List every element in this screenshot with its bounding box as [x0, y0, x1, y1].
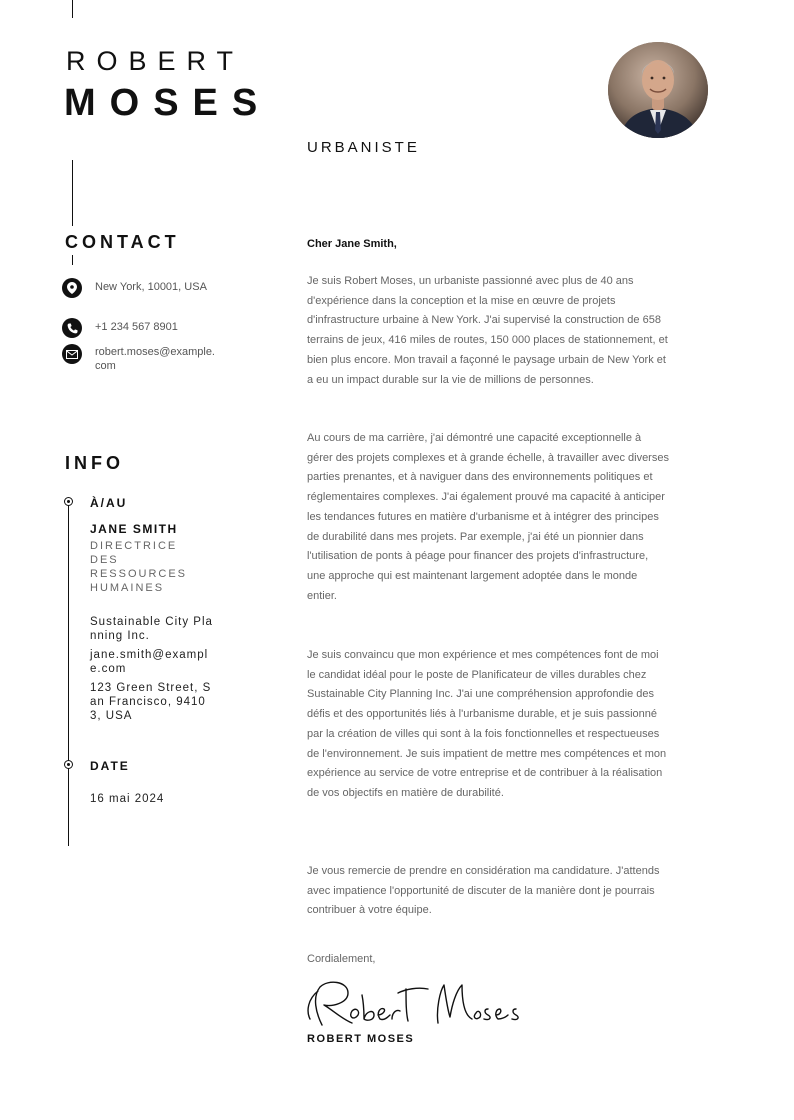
letter-paragraph: Au cours de ma carrière, j'ai démontré une capacité exceptionnelle à gérer des projets complexes et à grande échelle, à travailler avec diverses parties prenantes, et à naviguer dans des environnements politiques et réglementaires complexes. J'ai également prouvé ma capacité à anticiper les tendances futures en matière d'urbanisme et à intégrer des principes de durabilité dans mes projets. Par exemple, j'ai été un pionnier dans l'utilisation de ponts à péage pour financer des projets d'infrastructure, une approche qui est maintenant largement adoptée dans le monde entier.	[307, 432, 669, 602]
letter-paragraph: Je vous remercie de prendre en considération ma candidature. J'attends avec impatience l'opportunité de discuter de la manière dont je pourrais contribuer à votre équipe.	[307, 865, 660, 917]
recipient-name: JANE SMITH	[90, 522, 178, 536]
contact-location-text: New York, 10001, USA	[95, 281, 207, 293]
phone-icon	[62, 318, 82, 338]
first-name: ROBERT	[66, 46, 245, 76]
letter-paragraph: Je suis convaincu que mon expérience et mes compétences font de moi le candidat idéal pour le poste de Planificateur de villes durables chez Sustainable City Planning Inc. J'ai une compréhension approfondie des défis et des opportunités liés à l'urbanisme durable, et je suis passionné par la création de villes qui sont à la fois fonctionnelles et respectueuses de l'environnement. Je suis impatient de mettre mes compétences et mon expérience au service de votre entreprise et de contribuer à la réalisation de vos objectifs en matière de durabilité.	[307, 649, 667, 799]
email-icon	[62, 344, 82, 364]
contact-divider-tick	[72, 255, 73, 265]
location-pin-icon	[62, 278, 82, 298]
recipient-role: DIRECTRICE DES RESSOURCES HUMAINES	[90, 540, 188, 594]
contact-item-location	[62, 278, 215, 298]
contact-divider-line	[72, 160, 73, 226]
last-name: MOSES	[64, 82, 272, 124]
contact-item-phone	[62, 318, 215, 338]
job-title: URBANISTE	[307, 139, 420, 156]
info-timeline-line	[68, 498, 69, 846]
handwritten-signature	[302, 975, 537, 1038]
info-section-title: INFO	[65, 453, 124, 473]
recipient-email: jane.smith@example.com	[90, 649, 209, 675]
contact-item-email	[62, 344, 215, 373]
recipient-label: À/AU	[90, 496, 128, 510]
recipient-company: Sustainable City Planning Inc.	[90, 616, 213, 642]
contact-phone-text: +1 234 567 8901	[95, 321, 178, 333]
letter-closing: Cordialement,	[307, 953, 376, 965]
letter-date: 16 mai 2024	[90, 793, 165, 805]
letter-greeting: Cher Jane Smith,	[307, 238, 397, 250]
profile-photo	[608, 42, 708, 138]
date-label: DATE	[90, 759, 130, 773]
letter-paragraph: Je suis Robert Moses, un urbaniste passionné avec plus de 40 ans d'expérience dans la conception et la mise en œuvre de projets d'infrastructure urbaine à New York. J'ai supervisé la construction de 658 terrains de jeux, 416 miles de routes, 150 000 places de stationnement, et bien plus encore. Mon travail a façonné le paysage urbain de New York et a eu un impact durable sur la vie de millions de personnes.	[307, 275, 668, 386]
timeline-dot-recipient	[64, 497, 73, 506]
timeline-dot-date	[64, 760, 73, 769]
recipient-address: 123 Green Street, San Francisco, 94103, USA	[90, 682, 212, 722]
contact-section-title: CONTACT	[65, 232, 180, 252]
top-divider-line	[72, 0, 73, 18]
contact-email-text: robert.moses@example.com	[95, 346, 215, 372]
portrait-illustration	[608, 42, 708, 138]
signature-name: ROBERT MOSES	[307, 1033, 415, 1045]
